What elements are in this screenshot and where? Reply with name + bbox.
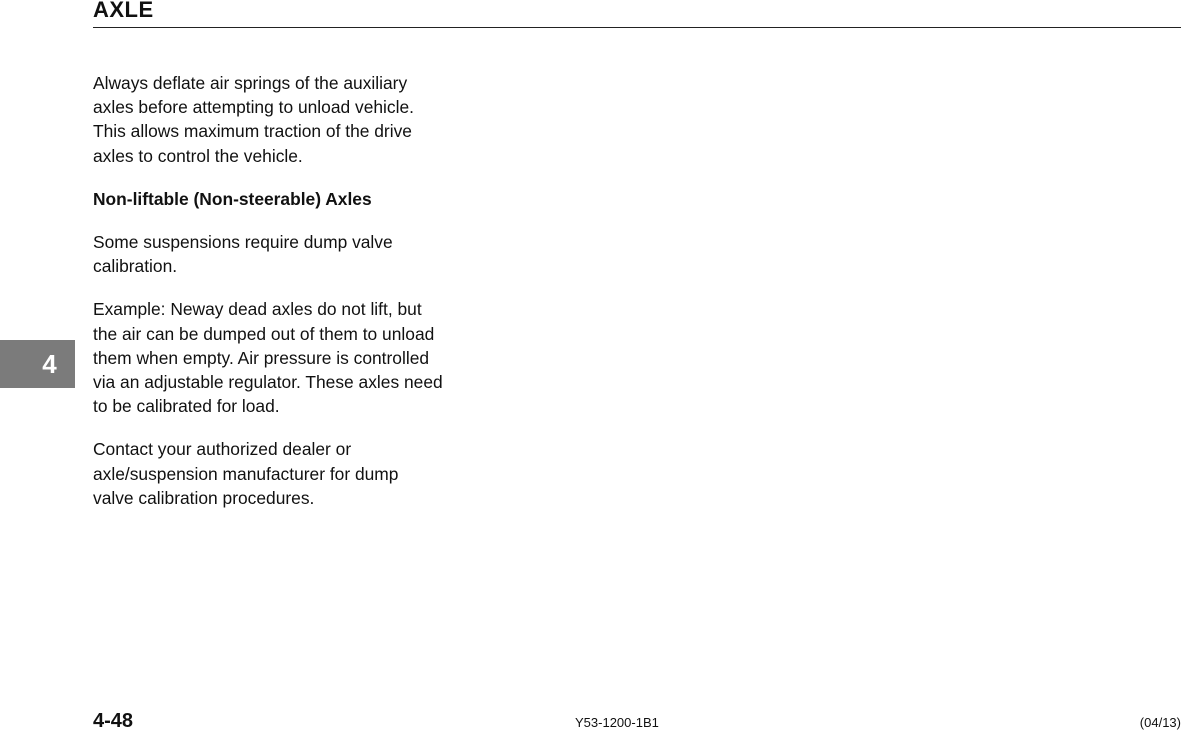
revision-date: (04/13) bbox=[1139, 715, 1181, 730]
document-id: Y53-1200-1B1 bbox=[575, 715, 659, 730]
paragraph-deflate-air-springs: Always deflate air springs of the auxiliary axles before attempting to unload vehicle. This allows maximum traction of the drive axles to control the vehicle. bbox=[93, 73, 414, 166]
paragraph-neway-example: Example: Neway dead axles do not lift, but the air can be dumped out of them to unload them when empty. Air pressure is controlled via an adjustable regulator. These axles need to be calibrated for load. bbox=[93, 299, 443, 417]
paragraph-contact-dealer: Contact your authorized dealer or axle/suspension manufacturer for dump valve calibration procedures. bbox=[93, 439, 399, 508]
chapter-tab: 4 bbox=[0, 340, 75, 388]
paragraph-dump-valve-calibration: Some suspensions require dump valve calibration. bbox=[93, 232, 393, 277]
page-number: 4-48 bbox=[93, 710, 134, 732]
section-heading-non-liftable-axles: Non-liftable (Non-steerable) Axles bbox=[93, 188, 372, 209]
header-divider bbox=[93, 27, 1181, 28]
page-title: AXLE bbox=[93, 0, 154, 22]
main-content bbox=[93, 71, 443, 529]
